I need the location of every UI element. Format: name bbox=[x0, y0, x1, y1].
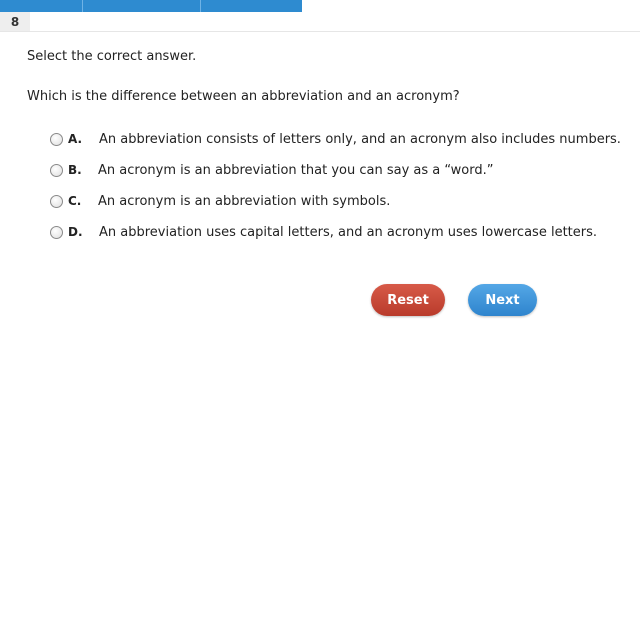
radio-button[interactable] bbox=[50, 195, 63, 208]
option-letter: B. bbox=[68, 163, 82, 177]
option-letter: A. bbox=[68, 132, 83, 146]
option-letter: D. bbox=[68, 225, 83, 239]
next-button[interactable]: Next bbox=[468, 284, 537, 316]
option-text: An acronym is an abbreviation with symbols. bbox=[98, 194, 391, 209]
radio-button[interactable] bbox=[50, 133, 63, 146]
instruction-text: Select the correct answer. bbox=[27, 49, 197, 64]
radio-button[interactable] bbox=[50, 164, 63, 177]
option-text: An acronym is an abbreviation that you can say as a “word.” bbox=[98, 163, 494, 178]
progress-segment bbox=[0, 0, 83, 12]
question-text: Which is the difference between an abbreviation and an acronym? bbox=[27, 89, 460, 104]
progress-bar bbox=[0, 0, 302, 12]
option-letter: C. bbox=[68, 194, 82, 208]
option-d[interactable] bbox=[50, 223, 630, 254]
option-a[interactable] bbox=[50, 130, 630, 161]
option-text: An abbreviation consists of letters only, and an acronym also includes numbers. bbox=[99, 132, 621, 147]
question-number: 8 bbox=[0, 12, 30, 31]
option-c[interactable] bbox=[50, 192, 630, 223]
reset-button[interactable]: Reset bbox=[371, 284, 445, 316]
progress-segment bbox=[83, 0, 201, 12]
radio-button[interactable] bbox=[50, 226, 63, 239]
header-divider bbox=[0, 31, 640, 32]
progress-segment bbox=[201, 0, 302, 12]
option-b[interactable] bbox=[50, 161, 630, 192]
option-text: An abbreviation uses capital letters, and an acronym uses lowercase letters. bbox=[99, 225, 598, 240]
answer-options bbox=[50, 130, 630, 254]
